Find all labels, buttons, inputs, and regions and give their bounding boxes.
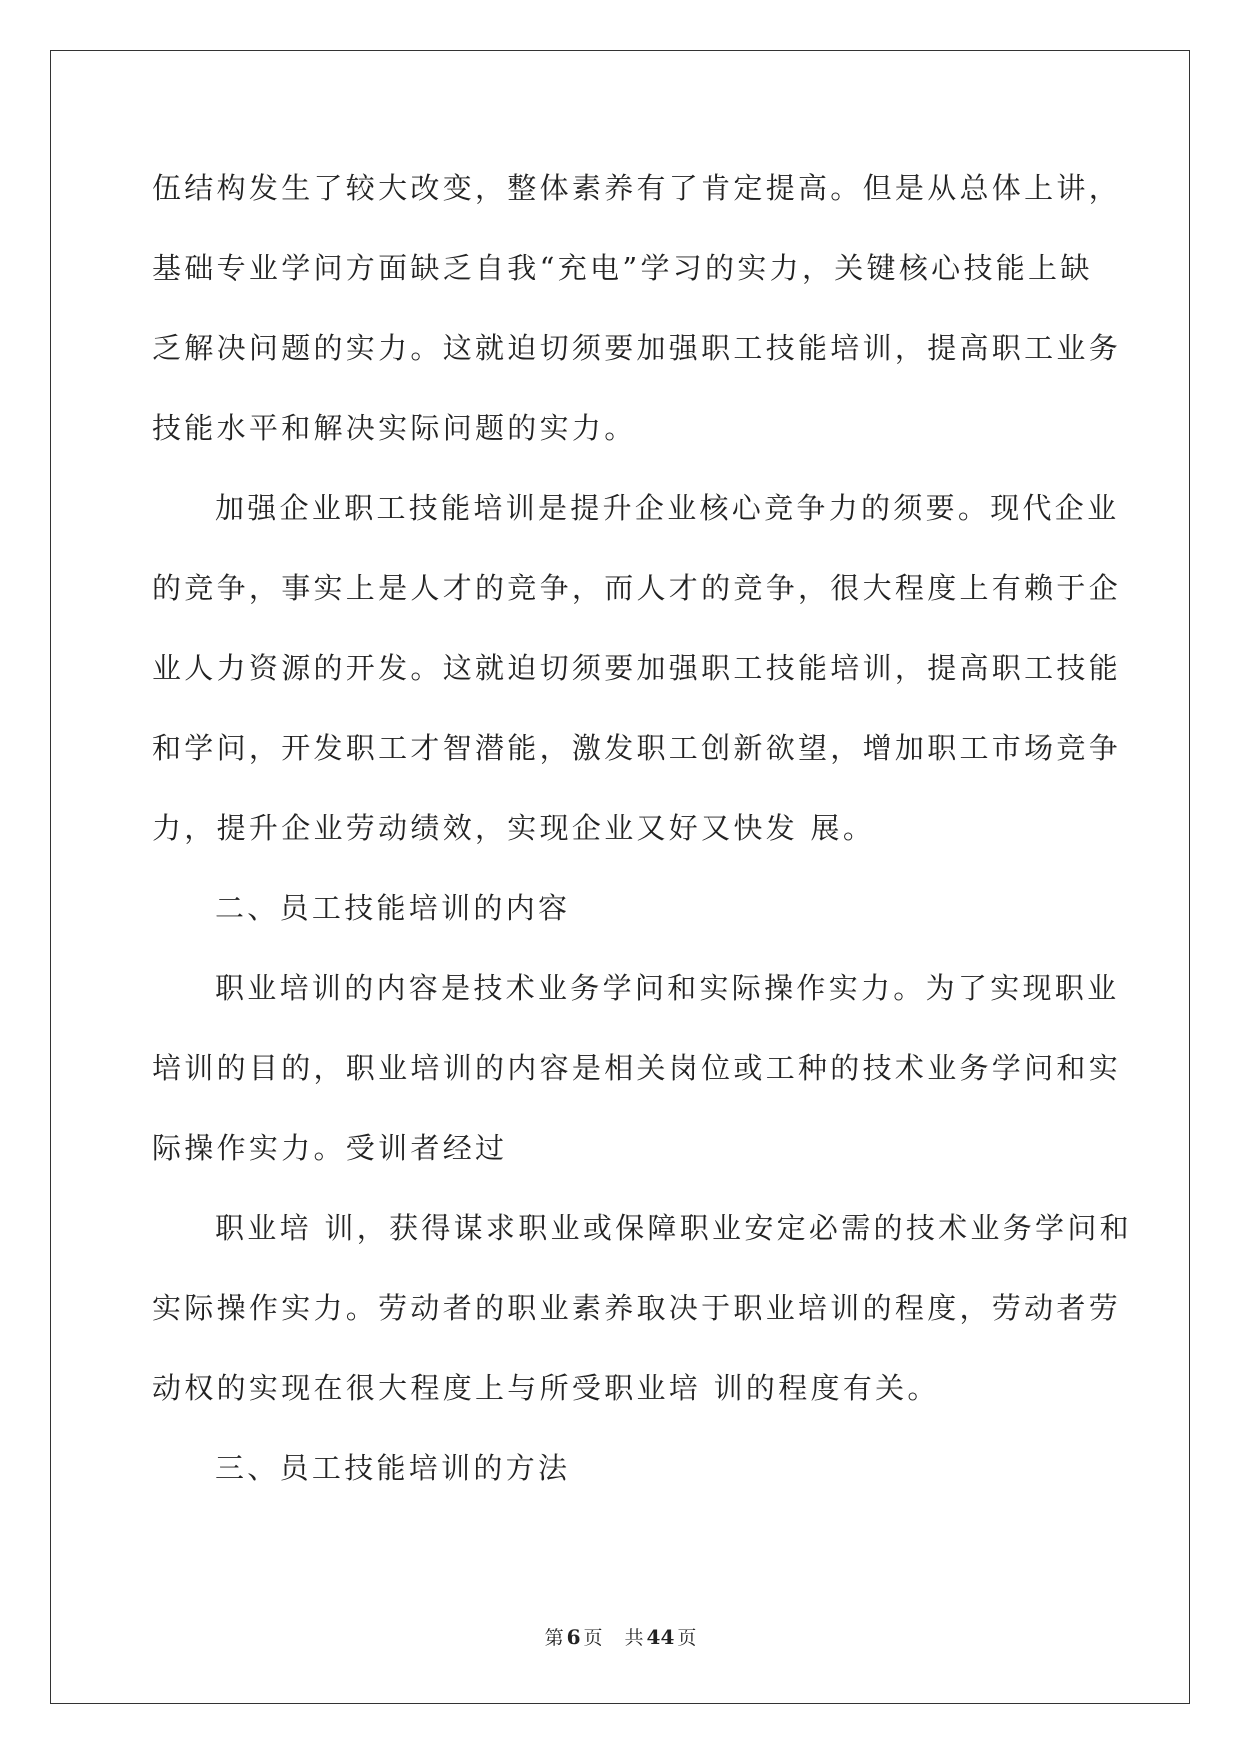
section-heading: 三、员工技能培训的方法 [215, 1451, 571, 1485]
total-pages: 44 [646, 1625, 675, 1649]
section-heading: 二、员工技能培训的内容 [215, 891, 571, 925]
paragraph-line: 的竞争，事实上是人才的竞争，而人才的竞争，很大程度上有赖于企 [152, 571, 1122, 605]
paragraph-line: 力，提升企业劳动绩效，实现企业又好又快发 展。 [152, 811, 876, 845]
page-suffix: 页 [583, 1627, 603, 1649]
page-number: 6 [566, 1625, 581, 1649]
paragraph-line: 培训的目的，职业培训的内容是相关岗位或工种的技术业务学问和实 [152, 1051, 1122, 1085]
paragraph-line: 乏解决问题的实力。这就迫切须要加强职工技能培训，提高职工业务 [152, 331, 1122, 365]
paragraph-line: 际操作实力。受训者经过 [152, 1131, 508, 1165]
paragraph-line: 和学问，开发职工才智潜能，激发职工创新欲望，增加职工市场竞争 [152, 731, 1122, 765]
page-footer [0, 1625, 1241, 1650]
paragraph-line: 职业培训的内容是技术业务学问和实际操作实力。为了实现职业 [215, 971, 1120, 1005]
paragraph-line: 基础专业学问方面缺乏自我“充电”学习的实力，关键核心技能上缺 [152, 251, 1093, 285]
document-body [152, 148, 1132, 1508]
paragraph-line: 实际操作实力。劳动者的职业素养取决于职业培训的程度，劳动者劳 [152, 1291, 1122, 1325]
total-suffix: 页 [677, 1627, 697, 1649]
total-prefix: 共 [624, 1627, 644, 1649]
paragraph-line: 动权的实现在很大程度上与所受职业培 训的程度有关。 [152, 1371, 940, 1405]
paragraph-line: 职业培 训，获得谋求职业或保障职业安定必需的技术业务学问和 [215, 1211, 1132, 1245]
paragraph-line: 技能水平和解决实际问题的实力。 [152, 411, 637, 445]
paragraph-line: 加强企业职工技能培训是提升企业核心竞争力的须要。现代企业 [215, 491, 1120, 525]
paragraph-line: 伍结构发生了较大改变，整体素养有了肯定提高。但是从总体上讲， [152, 171, 1122, 205]
paragraph-line: 业人力资源的开发。这就迫切须要加强职工技能培训，提高职工技能 [152, 651, 1122, 685]
page-prefix: 第 [544, 1627, 564, 1649]
